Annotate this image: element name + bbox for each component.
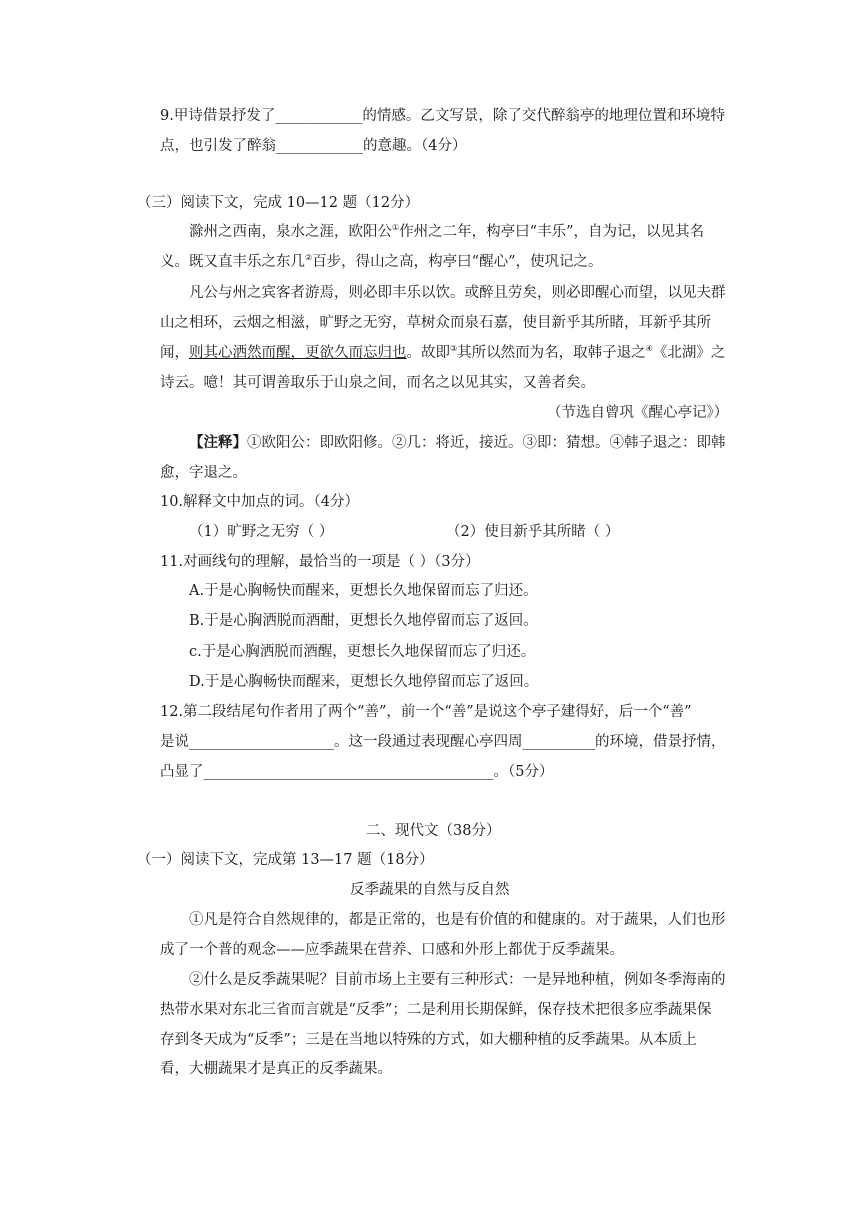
part2-heading: 二、现代文（38分） bbox=[366, 823, 501, 839]
q9-line-2: 点，也引发了醉翁____________的意趣。（4分） bbox=[160, 138, 467, 154]
notes-label: 【注释】 bbox=[189, 434, 247, 451]
article-p2-line-3: 存到冬天成为“反季”；三是在当地以特殊的方式，如大棚种植的反季蔬果。从本质上 bbox=[160, 1032, 697, 1048]
q12-line-2: 是说____________________。这一段通过表现醒心亭四周__________的环境，借景抒情， bbox=[160, 734, 726, 750]
q12-line-3: 凸显了________________________________________。（5分） bbox=[160, 764, 554, 780]
q11-stem: 11.对画线句的理解，最恰当的一项是（ ）（3分） bbox=[160, 554, 480, 570]
notes-line-2: 愈，字退之。 bbox=[160, 465, 247, 481]
article-p1-line-1: ①凡是符合自然规律的，都是正常的，也是有价值的和健康的。对于蔬果，人们也形 bbox=[189, 912, 726, 928]
passage-p2-line-3: 闻，则其心洒然而醒，更欲久而忘归也。故即③其所以然而为名，取韩子退之④《北湖》之 bbox=[160, 344, 726, 361]
passage-p2-line-2: 山之相环，云烟之相滋，旷野之无穷，草树众而泉石嘉，使目新乎其所睹，耳新乎其所 bbox=[160, 315, 711, 331]
q11-option-d: D.于是心胸畅快而醒来，更想长久地停留而忘了返回。 bbox=[189, 674, 539, 690]
article-p1-line-2: 成了一个普的观念——应季蔬果在营养、口感和外形上都优于反季蔬果。 bbox=[160, 942, 624, 958]
passage-source: （节选自曾巩《醒心亭记》） bbox=[547, 405, 729, 421]
article-p2-line-1: ②什么是反季蔬果呢？目前市场上主要有三种形式：一是异地种植，例如冬季海南的 bbox=[189, 972, 726, 988]
underlined-sentence: 则其心洒然而醒，更欲久而忘归也 bbox=[189, 345, 407, 361]
passage-p2-line-4: 诗云。噫！其可谓善取乐于山泉之间，而名之以见其实，又善者矣。 bbox=[160, 375, 595, 391]
q11-option-b: B.于是心胸洒脱而酒酣，更想长久地停留而忘了返回。 bbox=[189, 613, 538, 629]
notes-line-1: 【注释】①欧阳公：即欧阳修。②几：将近，接近。③即：猜想。④韩子退之：即韩 bbox=[189, 434, 726, 451]
q10-stem: 10.解释文中加点的词。（4分） bbox=[160, 494, 360, 510]
article-title: 反季蔬果的自然与反自然 bbox=[350, 882, 510, 898]
passage-p2-line-1: 凡公与州之宾客者游焉，则必即丰乐以饮。或醉且劳矣，则必即醒心而望，以见夫群 bbox=[189, 285, 726, 301]
q10-item-2: （2）使目新乎其所睹（ ） bbox=[446, 524, 620, 540]
q9-line-1: 9.甲诗借景抒发了____________的情感。乙文写景，除了交代醉翁亭的地理位置和环境特 bbox=[160, 108, 725, 124]
section3-heading: （三）阅读下文，完成 10—12 题（12分） bbox=[137, 195, 420, 211]
passage-p1-line-2: 义。既又直丰乐之东几②百步，得山之高，构亭曰“醒心”，使巩记之。 bbox=[160, 253, 603, 270]
q12-line-1: 12.第二段结尾句作者用了两个“善”，前一个“善”是说这个亭子建得好，后一个“善” bbox=[160, 704, 692, 720]
passage-p1-line-1: 滁州之西南，泉水之涯，欧阳公①作州之二年，构亭曰“丰乐”，自为记，以见其名 bbox=[189, 223, 704, 240]
q11-option-c: c.于是心胸洒脱而酒醒，更想长久地保留而忘了归还。 bbox=[189, 644, 536, 660]
part2-subheading: （一）阅读下文，完成第 13—17 题（18分） bbox=[137, 852, 434, 868]
article-p2-line-2: 热带水果对东北三省而言就是“反季”；二是利用长期保鲜，保存技术把很多应季蔬果保 bbox=[160, 1002, 712, 1018]
article-p2-line-4: 看，大棚蔬果才是真正的反季蔬果。 bbox=[160, 1061, 392, 1077]
q10-item-1: （1）旷野之无穷（ ） bbox=[189, 524, 334, 540]
q11-option-a: A.于是心胸畅快而醒来，更想长久地保留而忘了归还。 bbox=[189, 583, 538, 599]
